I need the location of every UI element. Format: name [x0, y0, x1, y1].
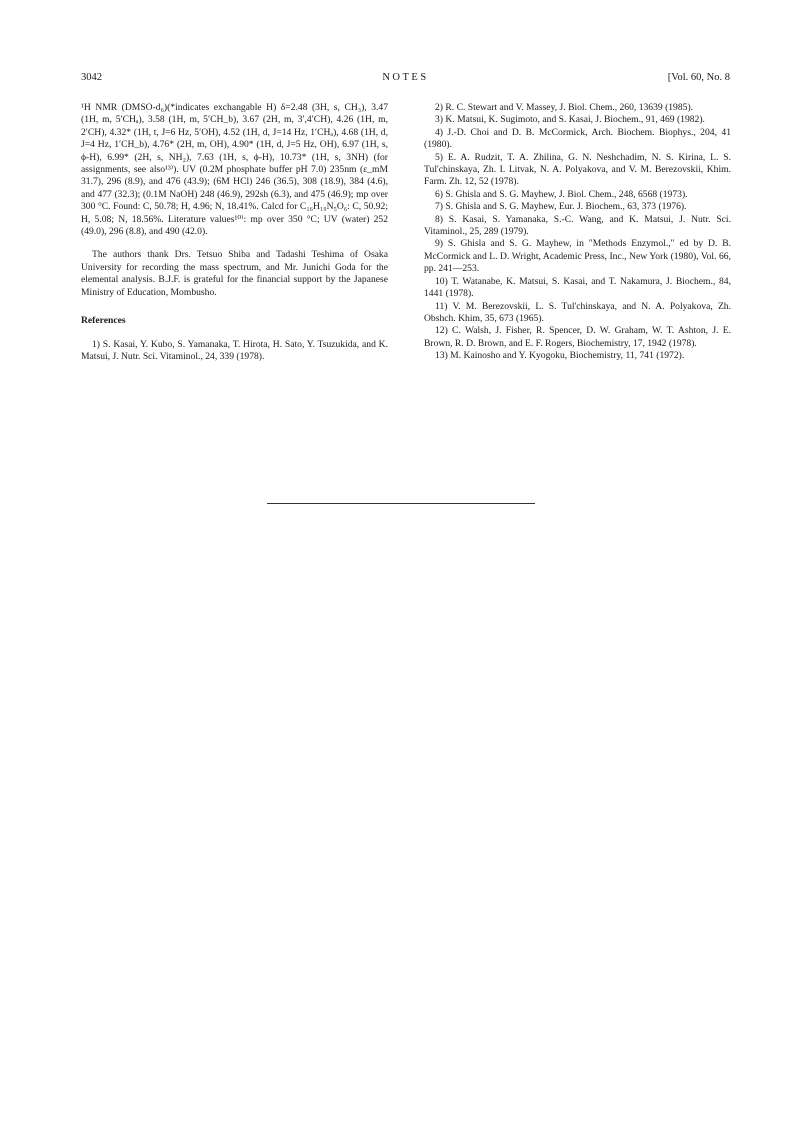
running-title: NOTES	[382, 72, 429, 83]
reference-item: 10) T. Watanabe, K. Matsui, S. Kasai, and T. Nakamura, J. Biochem., 84, 1441 (1978).	[424, 275, 731, 300]
volume-info: [Vol. 60, No. 8	[667, 72, 730, 83]
references-heading: References	[81, 315, 126, 327]
reference-item: 5) E. A. Rudzit, T. A. Zhilina, G. N. Neshchadim, N. S. Kirina, L. S. Tul'chinskaya, Zh. I. Litvak, N. A. Polyakova, and V. M. Berezovskii, Khim. Farm. Zh. 12, 52 (1978).	[424, 151, 731, 188]
left-column	[81, 102, 388, 363]
right-column	[424, 102, 731, 363]
reference-item: 6) S. Ghisla and S. G. Mayhew, J. Biol. Chem., 248, 6568 (1973).	[435, 188, 688, 200]
reference-item: 1) S. Kasai, Y. Kubo, S. Yamanaka, T. Hirota, H. Sato, Y. Tsuzukida, and K. Matsui, J. Nutr. Sci. Vitaminol., 24, 339 (1978).	[81, 338, 388, 362]
reference-item: 3) K. Matsui, K. Sugimoto, and S. Kasai, J. Biochem., 91, 469 (1982).	[435, 114, 705, 126]
reference-item: 11) V. M. Berezovskii, L. S. Tul'chinskaya, and N. A. Polyakova, Zh. Obshch. Khim, 35, 673 (1965).	[424, 300, 731, 324]
page-number: 3042	[81, 72, 102, 83]
reference-item: 7) S. Ghisla and S. G. Mayhew, Eur. J. Biochem., 63, 373 (1976).	[435, 201, 687, 213]
end-of-article-rule	[267, 503, 535, 504]
nmr-paragraph: ¹H NMR (DMSO-d₆)(*indicates exchangable H) δ=2.48 (3H, s, CH₃), 3.47 (1H, m, 5′CHₐ), 3.58 (1H, m, 5′CH_b), 3.67 (2H, m, 3′,4′CH), 4.26 (1H, m, 2′CH), 4.32* (1H, t, J=6 Hz, 5′OH), 4.52 (1H, d, J=14 Hz, 1′CHₐ), 4.68 (1H, d, J=4 Hz, 1′CH_b), 4.76* (2H, m, OH), 4.90* (1H, d, J=5 Hz, OH), 6.97 (1H, s, ϕ-H), 6.99* (2H, s, NH₂), 7.63 (1H, s, ϕ-H), 10.73* (1H, s, 3NH) (for assignments, see also¹³⁾). UV (0.2M phosphate buffer pH 7.0) 235nm (ε_mM 31.7), 296 (8.9), and 476 (43.9); (6M HCl) 246 (36.5), 308 (18.9), 384 (4.6), and 477 (32.3); (0.1M NaOH) 248 (46.9), 292sh (6.3), and 475 (46.9); mp over 300 °C. Found: C, 50.78; H, 4.96; N, 18.41%. Calcd for C₁₆H₁₉N₅O₆: C, 50.92; H, 5.08; N, 18.56%. Literature values¹⁰⁾: mp over 350 °C; UV (water) 252 (49.0), 296 (8.8), and 490 (42.0).	[81, 102, 388, 238]
reference-item: 9) S. Ghisla and S. G. Mayhew, in "Methods Enzymol.," ed by D. B. McCormick and L. D. Wright, Academic Press, Inc., New York (1980), Vol. 66, pp. 241—253.	[424, 238, 731, 275]
reference-item: 2) R. C. Stewart and V. Massey, J. Biol. Chem., 260, 13639 (1985).	[435, 102, 694, 113]
reference-item: 8) S. Kasai, S. Yamanaka, S.-C. Wang, and K. Matsui, J. Nutr. Sci. Vitaminol., 25, 289 (1979).	[424, 213, 731, 238]
reference-item: 12) C. Walsh, J. Fisher, R. Spencer, D. W. Graham, W. T. Ashton, J. E. Brown, R. D. Brown, and E. F. Rogers, Biochemistry, 17, 1942 (1978).	[424, 325, 731, 349]
reference-item: 4) J.-D. Choi and D. B. McCormick, Arch. Biochem. Biophys., 204, 41 (1980).	[424, 126, 731, 151]
acknowledgement: The authors thank Drs. Tetsuo Shiba and Tadashi Teshima of Osaka University for recording the mass spectrum, and Mr. Junichi Goda for the elemental analysis. B.J.F. is grateful for the financial support by the Japanese Ministry of Education, Mombusho.	[81, 249, 388, 298]
running-header	[81, 72, 730, 86]
reference-item: 13) M. Kainosho and Y. Kyogoku, Biochemistry, 11, 741 (1972).	[435, 350, 685, 362]
